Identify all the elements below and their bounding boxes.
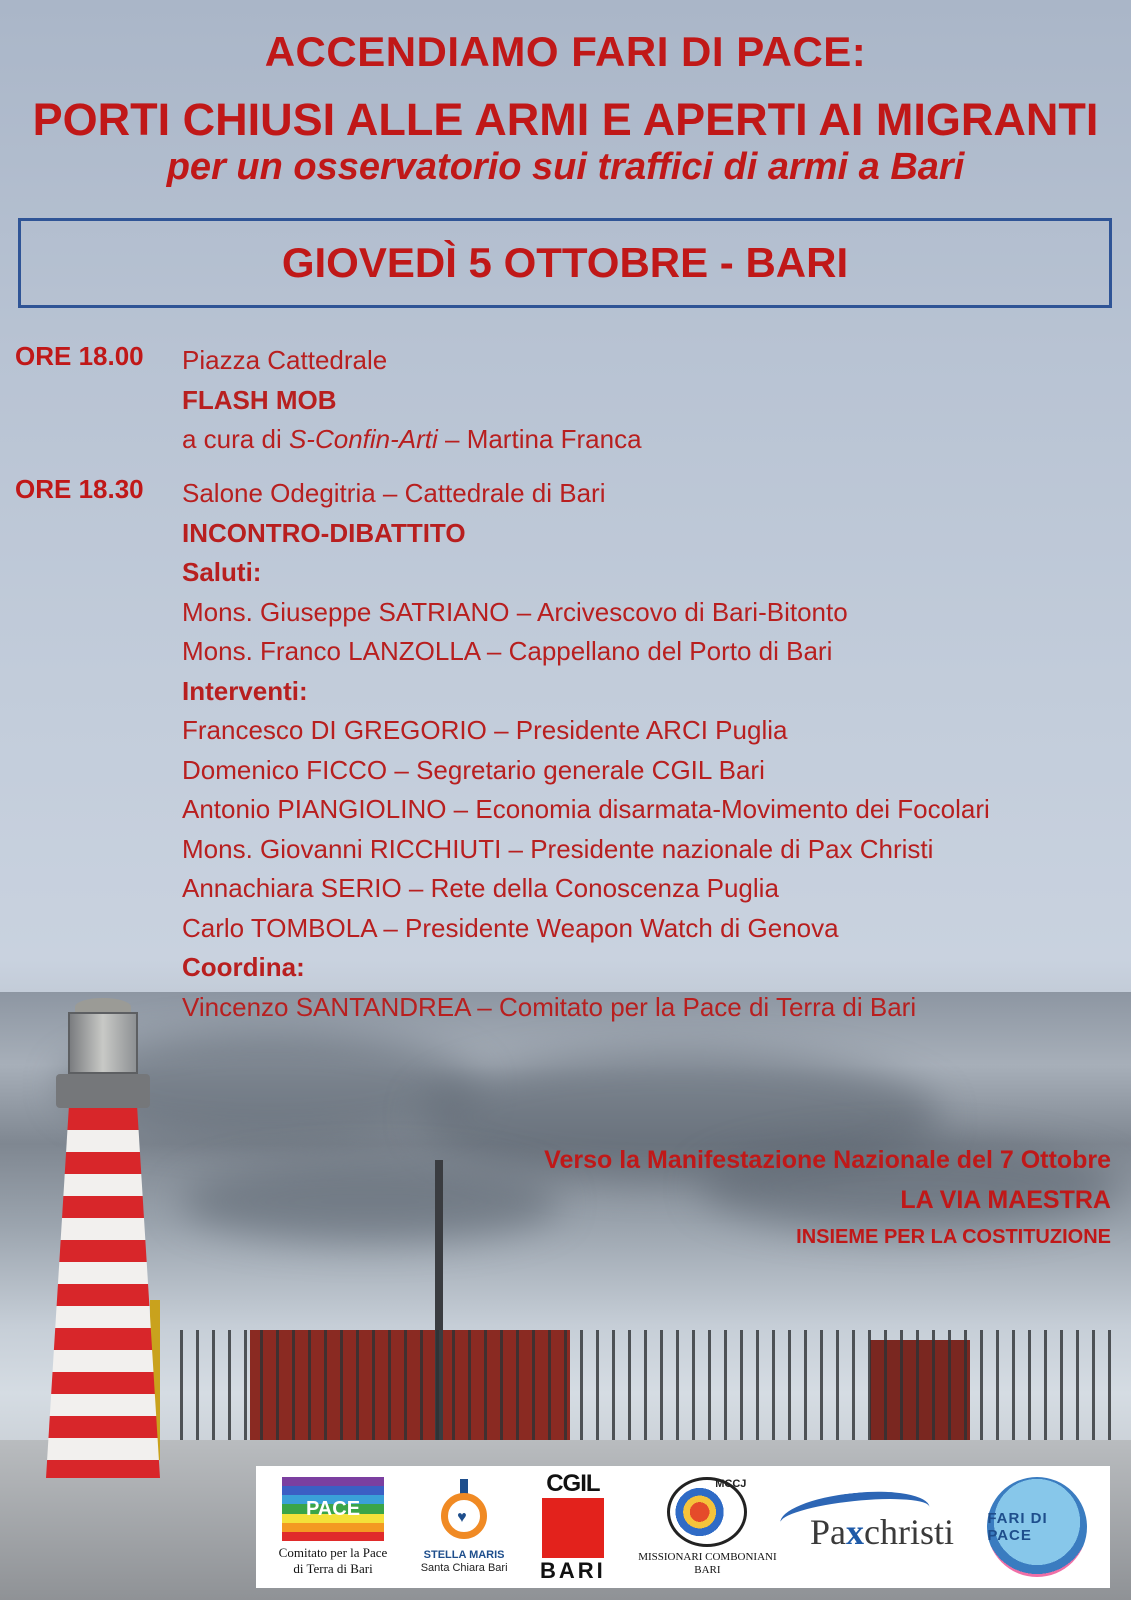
pace-caption-2: di Terra di Bari	[293, 1561, 373, 1576]
schedule-place-2: Salone Odegitria – Cattedrale di Bari	[182, 478, 606, 508]
date-banner	[18, 218, 1112, 308]
stella-caption-2: Santa Chiara Bari	[420, 1562, 508, 1574]
schedule-curated-1: a cura di S-Confin-Arti – Martina Franca	[182, 424, 642, 454]
speakers-label: Interventi:	[182, 675, 308, 706]
fari-di-pace-badge: FARI DI PACE	[987, 1477, 1087, 1577]
speaker-item: Domenico FICCO – Segretario generale CGIL Bari	[182, 754, 765, 785]
speaker-item: Mons. Giovanni RICCHIUTI – Presidente nazionale di Pax Christi	[182, 833, 934, 864]
christi-text: christi	[863, 1512, 954, 1552]
date-banner-text: GIOVEDÌ 5 OTTOBRE - BARI	[281, 239, 849, 286]
march-line-2: LA VIA MAESTRA	[900, 1186, 1111, 1214]
march-line-1: Verso la Manifestazione Nazionale del 7 Ottobre	[544, 1146, 1111, 1174]
mccj-caption-2: BARI	[694, 1564, 721, 1576]
schedule-block-1	[182, 341, 642, 460]
poster-subtitle: per un osservatorio sui traffici di armi a Bari	[166, 146, 965, 188]
cgil-text: CGIL	[546, 1470, 600, 1497]
pace-flag-icon: PACE	[282, 1477, 384, 1541]
sponsor-logo-bar	[256, 1466, 1110, 1588]
speaker-item: Francesco DI GREGORIO – Presidente ARCI Puglia	[182, 715, 788, 745]
poster-title-line1: ACCENDIAMO FARI DI PACE:	[264, 28, 867, 75]
cgil-red-square-icon	[542, 1498, 604, 1558]
pax-x: x	[845, 1512, 864, 1552]
logo-stella-maris	[421, 1479, 508, 1575]
logo-missionari-comboniani	[638, 1477, 776, 1577]
schedule-event-1: FLASH MOB	[182, 384, 337, 415]
pace-caption-1: Comitato per la Pace	[278, 1545, 388, 1560]
logo-fari-di-pace	[987, 1477, 1087, 1577]
pax-text: Pa	[809, 1512, 846, 1552]
cgil-bari-text: BARI	[539, 1558, 606, 1583]
logo-cgil-bari	[541, 1470, 605, 1584]
speaker-item: Annachiara SERIO – Rete della Conoscenza Puglia	[182, 873, 779, 903]
poster-title-line2: PORTI CHIUSI ALLE ARMI E APERTI AI MIGRANTI	[32, 94, 1099, 145]
globe-icon	[667, 1477, 747, 1547]
logo-pax-christi	[810, 1501, 954, 1553]
curator-name: S-Confin-Arti	[288, 424, 438, 454]
schedule-time-1: ORE 18.00	[15, 341, 144, 371]
schedule-event-2: INCONTRO-DIBATTITO	[182, 517, 466, 548]
logo-comitato-pace	[279, 1477, 388, 1577]
greeting-item: Mons. Franco LANZOLLA – Cappellano del Porto di Bari	[182, 636, 833, 666]
speaker-item: Carlo TOMBOLA – Presidente Weapon Watch di Genova	[182, 912, 839, 943]
stella-caption-1: STELLA MARIS	[423, 1549, 505, 1561]
schedule-time-2: ORE 18.30	[15, 474, 144, 504]
schedule-place-1: Piazza Cattedrale	[182, 345, 388, 375]
schedule-block-2	[182, 474, 990, 1027]
lifebuoy-anchor-icon: ♥	[433, 1479, 495, 1549]
greeting-item: Mons. Giuseppe SATRIANO – Arcivescovo di Bari-Bitonto	[182, 596, 848, 627]
lighthouse-image	[28, 998, 178, 1478]
mccj-mark: MCCJ	[715, 1478, 747, 1490]
greetings-label: Saluti:	[182, 557, 262, 587]
port-fence	[180, 1330, 1120, 1440]
march-line-3: INSIEME PER LA COSTITUZIONE	[796, 1226, 1111, 1248]
moderator-item: Vincenzo SANTANDREA – Comitato per la Pace di Terra di Bari	[182, 991, 917, 1022]
speaker-item: Antonio PIANGIOLINO – Economia disarmata-Movimento dei Focolari	[182, 794, 990, 824]
moderator-label: Coordina:	[182, 952, 305, 982]
national-march-note	[544, 1140, 1111, 1254]
mccj-caption-1: MISSIONARI COMBONIANI	[638, 1551, 777, 1563]
